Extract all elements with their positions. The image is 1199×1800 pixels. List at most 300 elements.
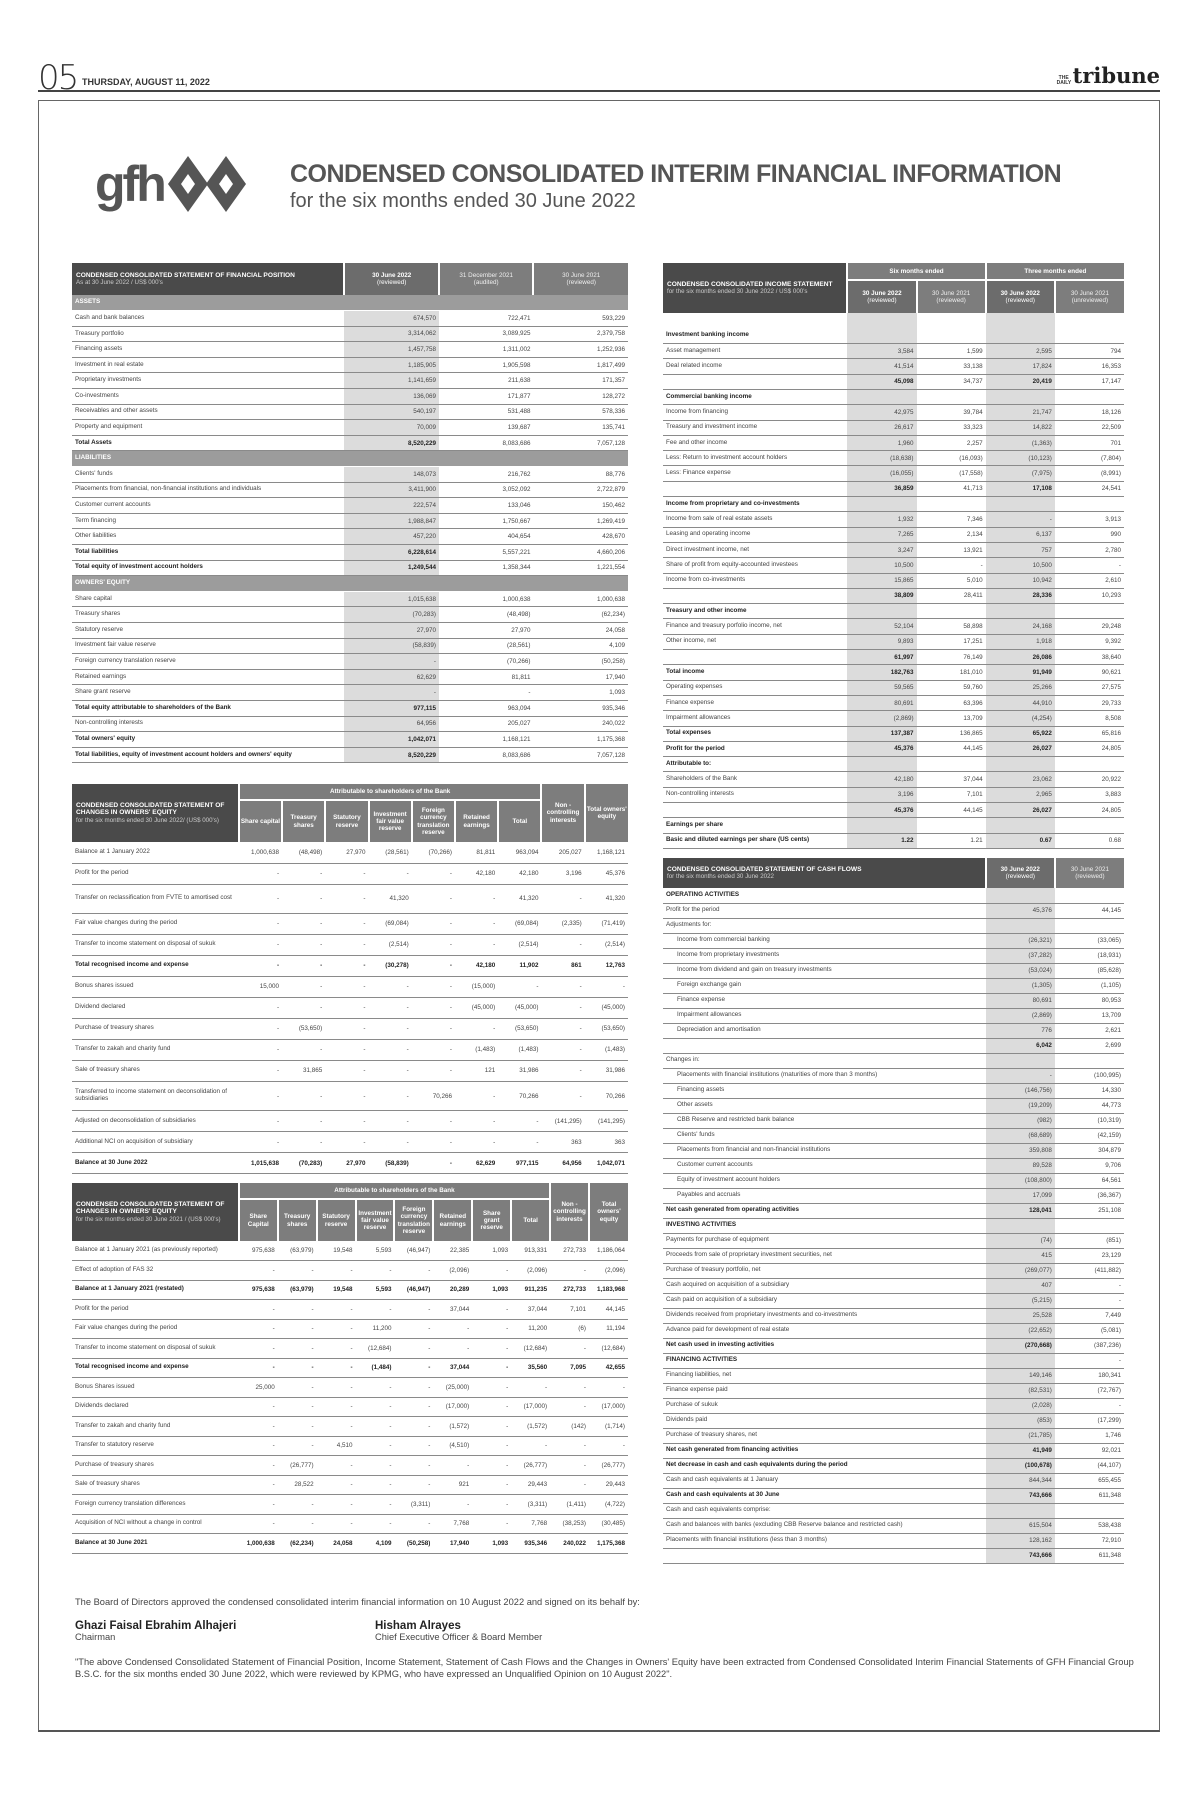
cell-value [1055,1503,1124,1518]
table-row [663,359,1124,374]
row-label: Treasury and other income [663,604,847,619]
column-header-date: 30 June 2021 [1070,289,1109,297]
cell-value: (45,000) [585,997,628,1018]
cell-value: 1,000,638 [239,1534,278,1554]
column-header-label: Retained earnings [439,1213,467,1228]
cell-value: - [455,1081,498,1110]
row-label: Financing assets [72,342,344,358]
cell-value: - [394,1378,433,1398]
cell-value: - [394,1436,433,1456]
cell-value: 240,022 [550,1534,589,1554]
table-row [72,654,628,670]
row-label: Earnings per share [663,818,847,833]
row-label: Effect of adoption of FAS 32 [72,1261,239,1281]
cell-value: 17,940 [433,1534,472,1554]
cell-value: 16,353 [1055,359,1124,374]
row-label: Impairment allowances [663,1008,986,1023]
cell-value: 963,094 [439,700,534,716]
cell-value: 11,902 [498,955,541,976]
cell-value: (141,295) [585,1111,628,1132]
cell-value: 42,655 [589,1358,628,1378]
column-header-label: Non - controlling interests [546,802,580,824]
row-label: Cash and cash equivalents at 30 June [663,1488,986,1503]
table-row [663,619,1124,634]
table-row [72,326,628,342]
row-label: Clients' funds [72,467,344,483]
cell-value: (1,363) [986,435,1055,450]
table-row [663,1548,1124,1563]
table-row [72,467,628,483]
cell-value: 91,949 [986,665,1055,680]
cell-value: 137,387 [847,726,916,741]
cell-value: - [317,1319,356,1339]
cell-value: - [239,955,282,976]
cell-value: - [239,1339,278,1359]
table-row [663,634,1124,649]
cell-value: (1,305) [986,978,1055,993]
cell-value: - [1055,558,1124,573]
cell-value: (17,000) [511,1397,550,1417]
table-title: CONDENSED CONSOLIDATED STATEMENT OF CHANGES IN OWNERS' EQUITY [76,801,225,817]
table-row [663,1008,1124,1023]
cell-value: 1,175,368 [533,732,628,748]
row-label: Treasury and investment income [663,420,847,435]
row-label: Share capital [72,591,344,607]
cell-value: 3,196 [847,787,916,802]
cell-value: 64,956 [541,1153,584,1174]
column-header [394,1199,433,1241]
cell-value: 23,129 [1055,1248,1124,1263]
cell-value [439,576,534,592]
cell-value: 17,108 [986,481,1055,496]
cell-value [917,313,986,328]
auditor-note: "The above Condensed Consolidated Statement of Financial Position, Income Statement, Statement of Cash Flows and the Changes in Owners' Equity have been extracted from Condensed Consolidated Interim Financial Statements of GFH Financial Group B.S.C. for the six months ended 30 June 2022, which were reviewed by KPMG, who have expressed an Unqualified Opinion on 10 August 2022". [75,1657,1134,1680]
cell-value: - [589,1436,628,1456]
cell-value: 44,145 [1055,903,1124,918]
cell-value: (48,498) [282,842,325,863]
cell-value: - [412,976,455,997]
cell-value: 1,960 [847,435,916,450]
cell-value: 22,385 [433,1241,472,1261]
cell-value: 1,599 [917,344,986,359]
row-label: Basic and diluted earnings per share (US cents) [663,833,847,848]
row-label: Bonus shares issued [72,976,239,997]
cell-value: - [541,1039,584,1060]
cell-value [439,451,534,467]
cell-value: - [455,1018,498,1039]
row-label: Depreciation and amortisation [663,1023,986,1038]
table-row [663,1323,1124,1338]
cell-value: (146,756) [986,1083,1055,1098]
row-label: Fair value changes during the period [72,1319,239,1339]
cell-value: 8,083,686 [439,435,534,451]
cell-value [1055,328,1124,343]
cell-value: - [239,1456,278,1476]
cell-value: (1,484) [356,1358,395,1378]
column-header [589,1183,628,1241]
table-row [663,948,1124,963]
table-row [663,466,1124,481]
cell-value: 428,670 [533,529,628,545]
table-row [663,573,1124,588]
column-group-header: Attributable to shareholders of the Bank [239,784,542,800]
table-row [72,607,628,623]
row-label: Purchase of treasury shares [72,1018,239,1039]
cell-value: 171,357 [533,373,628,389]
row-label: Foreign currency translation differences [72,1495,239,1515]
row-label: Cash acquired on acquisition of a subsidiary [663,1278,986,1293]
cell-value: 7,101 [917,787,986,802]
cell-value: (68,689) [986,1128,1055,1143]
cell-value: 8,083,686 [439,747,534,763]
cell-value: 1,093 [472,1534,511,1554]
cell-value [533,451,628,467]
cell-value: - [325,1018,368,1039]
cell-value: 2,621 [1055,1023,1124,1038]
cell-value: (17,299) [1055,1413,1124,1428]
cell-value: 7,095 [550,1358,589,1378]
column-header-label: Investment fair value reserve [358,1209,392,1232]
cell-value: 272,733 [550,1241,589,1261]
cell-value: 128,272 [533,389,628,405]
cell-value: (70,283) [282,1153,325,1174]
header-row [663,858,1124,888]
row-label: Income from proprietary investments [663,948,986,963]
cell-value: - [472,1514,511,1534]
cell-value: 2,780 [1055,542,1124,557]
cell-value: 52,104 [847,619,916,634]
cell-value: - [278,1397,317,1417]
cell-value: 24,541 [1055,481,1124,496]
cell-value: - [412,1060,455,1081]
row-label: LIABILITIES [72,451,344,467]
cell-value: 11,200 [511,1319,550,1339]
cell-value: 45,098 [847,374,916,389]
table-row [72,482,628,498]
cell-value: 136,865 [917,726,986,741]
cell-value: 2,595 [986,344,1055,359]
gfh-diamond-logo-icon [168,156,246,212]
table-row [72,435,628,451]
table-row [663,665,1124,680]
cell-value: 2,379,758 [533,326,628,342]
row-label: Net cash generated from operating activities [663,1203,986,1218]
cell-value: (100,678) [986,1458,1055,1473]
cell-value: - [278,1514,317,1534]
cell-value: 1,000,638 [439,591,534,607]
table-subtitle: for the six months ended 30 June 2021 / (US$ 000's) [76,1216,221,1224]
cell-value: - [356,1475,395,1495]
cell-value: 211,638 [439,373,534,389]
cell-value: - [356,1378,395,1398]
column-header [585,784,628,842]
table-row [663,711,1124,726]
cell-value: (53,024) [986,963,1055,978]
cell-value [986,918,1055,933]
row-label: Co-investments [72,389,344,405]
cell-value: - [412,863,455,884]
cell-value: - [541,1018,584,1039]
cell-value: 17,147 [1055,374,1124,389]
cell-value: 42,180 [847,772,916,787]
cell-value [533,576,628,592]
row-label: Attributable to: [663,757,847,772]
row-label [663,588,847,603]
cell-value: - [317,1300,356,1320]
page-subtitle: for the six months ended 30 June 2022 [290,190,636,212]
row-label: Transfer to zakah and charity fund [72,1417,239,1437]
cell-value [986,1053,1055,1068]
row-label: Cash and cash equivalents comprise: [663,1503,986,1518]
cell-value: - [239,1358,278,1378]
cell-value [917,604,986,619]
row-label: Commercial banking income [663,389,847,404]
cell-value: - [394,1358,433,1378]
cell-value: (30,485) [589,1514,628,1534]
cell-value: 538,438 [1055,1518,1124,1533]
table-row [663,1023,1124,1038]
cell-value: - [325,955,368,976]
cell-value: 2,257 [917,435,986,450]
cell-value: 133,046 [439,498,534,514]
cell-value: 921 [433,1475,472,1495]
cell-value: 10,942 [986,573,1055,588]
cell-value: 15,865 [847,573,916,588]
cell-value [917,328,986,343]
cell-value: (17,558) [917,466,986,481]
column-header [1055,858,1124,888]
cell-value: 655,455 [1055,1473,1124,1488]
table-row [663,1188,1124,1203]
cell-value: - [412,1111,455,1132]
cell-value: - [394,1319,433,1339]
row-label: Net decrease in cash and cash equivalents during the period [663,1458,986,1473]
column-header [986,858,1055,888]
row-label: Term financing [72,513,344,529]
cell-value: - [369,863,412,884]
header-row [72,1183,628,1199]
cell-value: (37,282) [986,948,1055,963]
row-label: Total recognised income and expense [72,955,239,976]
cell-value: 7,101 [550,1300,589,1320]
cell-value: 1,093 [472,1280,511,1300]
masthead [38,58,1160,98]
cell-value: 28,411 [917,588,986,603]
cell-value: (72,767) [1055,1383,1124,1398]
table-row [663,1503,1124,1518]
column-group-header: Three months ended [986,263,1124,280]
cell-value: - [455,913,498,934]
cell-value: - [412,934,455,955]
table-row [663,1278,1124,1293]
cell-value: 1,457,758 [344,342,439,358]
cell-value: 12,763 [585,955,628,976]
cell-value: (7,804) [1055,451,1124,466]
cell-value: - [917,558,986,573]
cell-value: 9,392 [1055,634,1124,649]
table-row [72,1534,628,1554]
cell-value: - [394,1456,433,1476]
column-header-label: Total [523,1216,538,1224]
row-label: Bonus Shares issued [72,1378,239,1398]
cell-value: (5,215) [986,1293,1055,1308]
cell-value: (2,514) [369,934,412,955]
table-row [663,604,1124,619]
table-row [663,993,1124,1008]
column-group-header: Six months ended [847,263,985,280]
cell-value: 27,970 [344,622,439,638]
row-label [663,803,847,818]
cell-value: 18,126 [1055,405,1124,420]
cell-value: - [455,884,498,913]
cell-value: (62,234) [278,1534,317,1554]
table-row [663,1458,1124,1473]
cell-value: (17,000) [589,1397,628,1417]
cell-value: 20,289 [433,1280,472,1300]
cell-value: - [239,1300,278,1320]
table-row [663,328,1124,343]
table-row [663,726,1124,741]
cell-value: - [325,976,368,997]
table-row [663,933,1124,948]
cell-value: 2,965 [986,787,1055,802]
column-header-status: (reviewed) [936,297,966,305]
cell-value: - [325,1132,368,1153]
cell-value: - [369,1060,412,1081]
table-row [72,842,628,863]
table-title-cell [663,858,986,888]
cell-value: 7,057,128 [533,747,628,763]
cell-value: - [317,1495,356,1515]
cell-value: 25,000 [239,1378,278,1398]
table-row [663,1158,1124,1173]
cell-value: 1.21 [917,833,986,848]
row-label: Share of profit from equity-accounted investees [663,558,847,573]
row-label: Other liabilities [72,529,344,545]
cell-value: 90,621 [1055,665,1124,680]
cell-value: (26,777) [278,1456,317,1476]
cell-value: 17,251 [917,634,986,649]
cell-value [986,389,1055,404]
cell-value: (85,628) [1055,963,1124,978]
column-header-status: (unreviewed) [1071,297,1109,305]
cell-value: 10,500 [847,558,916,573]
cell-value: - [317,1339,356,1359]
cell-value: 19,548 [317,1280,356,1300]
table-row [663,1428,1124,1443]
cell-value: 1.22 [847,833,916,848]
cell-value: 1,905,598 [439,357,534,373]
cell-value: (38,253) [550,1514,589,1534]
table-row [663,1173,1124,1188]
table-row [663,1113,1124,1128]
cell-value: 3,052,092 [439,482,534,498]
page-title: CONDENSED CONSOLIDATED INTERIM FINANCIAL INFORMATION [290,160,1062,188]
cell-value: 3,196 [541,863,584,884]
column-header-date: 30 June 2022 [372,271,412,279]
cell-value: 1,185,905 [344,357,439,373]
cell-value: - [472,1378,511,1398]
cell-value: (15,000) [455,976,498,997]
row-label: Transfer to statutory reserve [72,1436,239,1456]
cell-value: - [369,997,412,1018]
cell-value: - [412,955,455,976]
column-header-label: Total [512,817,528,825]
cell-value: 251,108 [1055,1203,1124,1218]
cell-value: 14,330 [1055,1083,1124,1098]
column-header [1055,280,1124,313]
cell-value: 44,910 [986,695,1055,710]
cell-value: - [356,1514,395,1534]
row-label: Less: Finance expense [663,466,847,481]
cell-value: - [239,1132,282,1153]
footer [75,1597,1135,1680]
cell-value: (21,785) [986,1428,1055,1443]
cell-value: 42,180 [455,955,498,976]
row-label: Property and equipment [72,420,344,436]
row-label: FINANCING ACTIVITIES [663,1353,986,1368]
cell-value: - [356,1456,395,1476]
table-row [663,741,1124,756]
cell-value: - [412,997,455,1018]
table-row [72,404,628,420]
row-label: Profit for the period [72,863,239,884]
cell-value [439,295,534,311]
table-row [72,591,628,607]
cell-value: 1,269,419 [533,513,628,529]
cell-value: - [317,1456,356,1476]
cell-value: 24,805 [1055,741,1124,756]
cell-value: (7,975) [986,466,1055,481]
cash-flows-table [663,858,1124,1564]
cell-value: (45,000) [455,997,498,1018]
table-title: CONDENSED CONSOLIDATED STATEMENT OF FINANCIAL POSITION [76,271,295,279]
cell-value: - [433,1495,472,1515]
cell-value: - [344,654,439,670]
table-title-cell [72,1183,239,1241]
cell-value: - [325,997,368,1018]
cell-value: 42,975 [847,405,916,420]
cell-value: - [356,1261,395,1281]
row-label: Balance at 1 January 2021 (restated) [72,1280,239,1300]
column-header [369,800,412,842]
column-header-status: (reviewed) [1005,873,1035,880]
cell-value: 5,010 [917,573,986,588]
table-row [72,934,628,955]
cell-value: - [511,1378,550,1398]
column-header [541,784,584,842]
table-row [663,1143,1124,1158]
cell-value [986,1503,1055,1518]
table-row [663,481,1124,496]
cell-value: 743,666 [986,1548,1055,1563]
column-header-label: Retained earnings [463,814,490,829]
cell-value: - [239,1261,278,1281]
row-label [663,374,847,389]
cell-value: 80,953 [1055,993,1124,1008]
table-row [72,700,628,716]
table-row [72,420,628,436]
column-header [412,800,455,842]
cell-value [917,757,986,772]
column-header [511,1199,550,1241]
cell-value: (36,367) [1055,1188,1124,1203]
row-label: Total liabilities, equity of investment account holders and owners' equity [72,747,344,763]
cell-value: (1,411) [550,1495,589,1515]
cell-value: (33,065) [1055,933,1124,948]
cell-value: 9,706 [1055,1158,1124,1173]
column-header [282,800,325,842]
